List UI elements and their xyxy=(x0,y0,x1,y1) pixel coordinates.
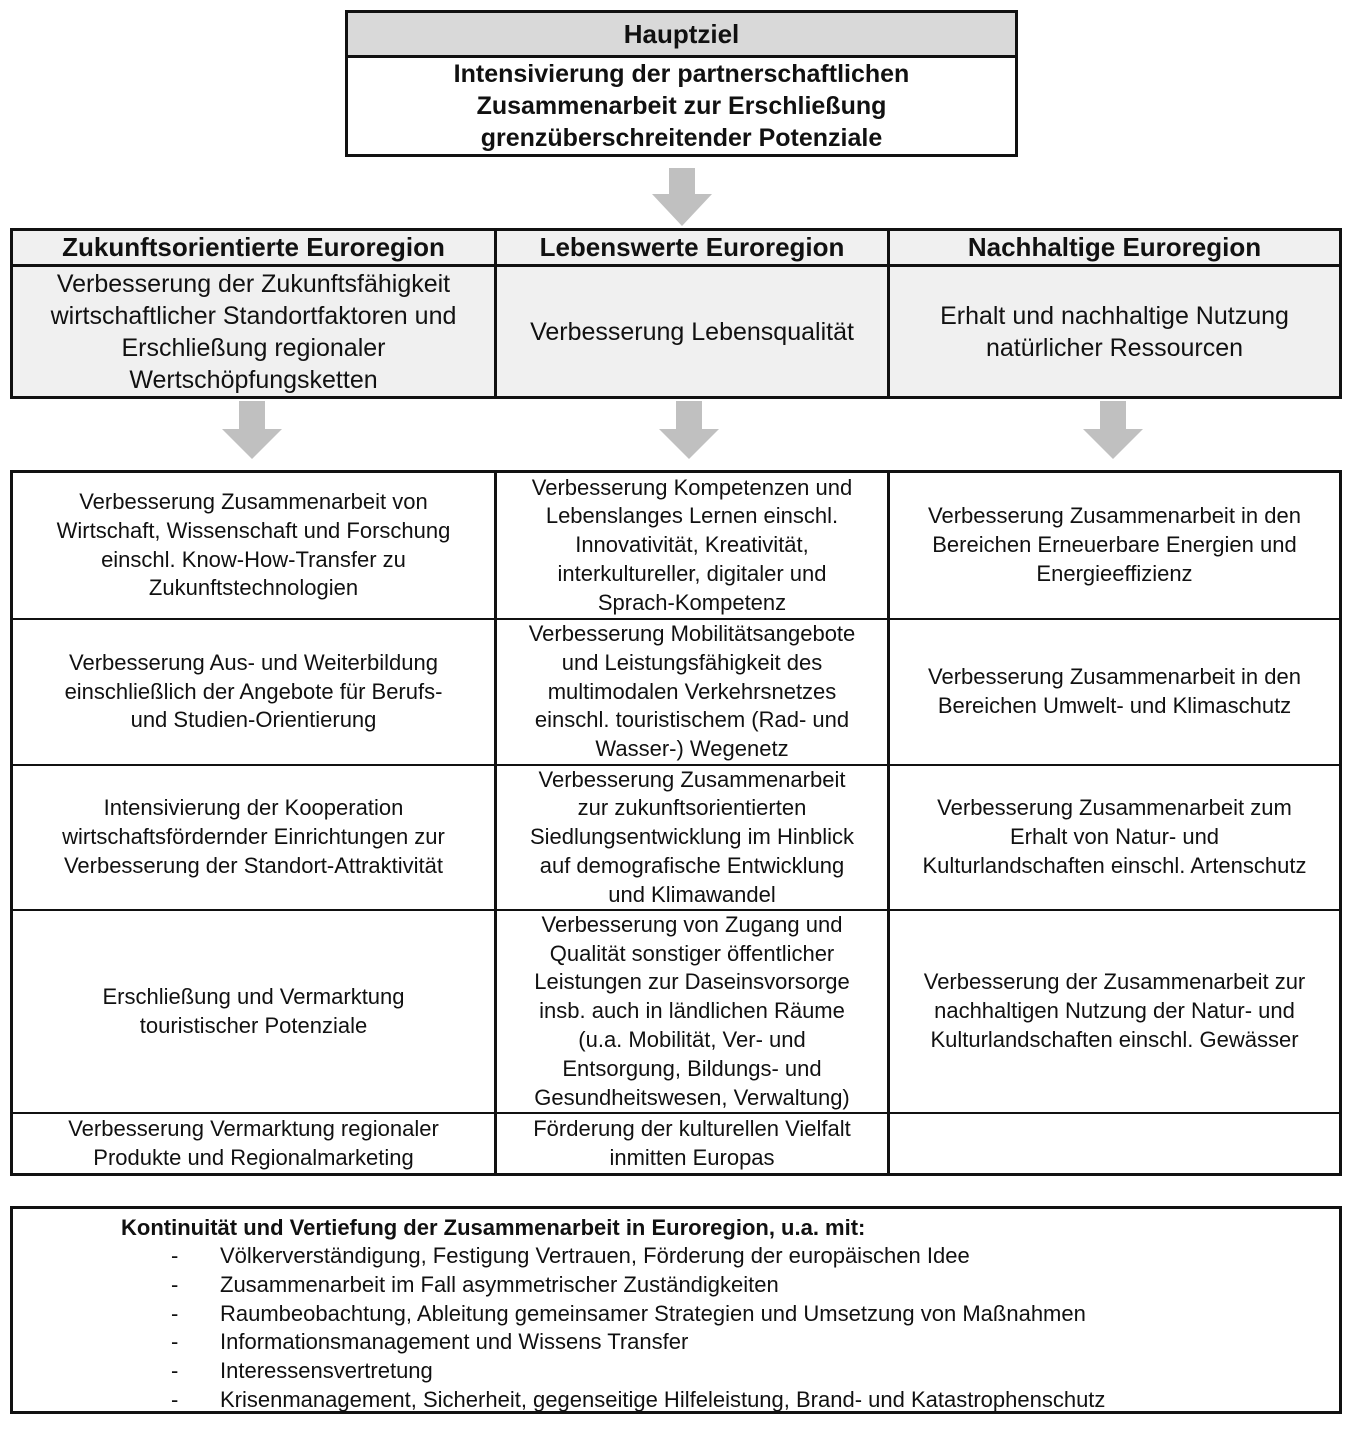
pillar-line: Erschließung regionaler xyxy=(121,333,386,362)
measure-line: Qualität sonstiger öffentlicher xyxy=(549,940,835,966)
measure-line: Bereichen Umwelt- und Klimaschutz xyxy=(937,693,1292,718)
continuity-item-text: Krisenmanagement, Sicherheit, gegenseitige Hilfeleistung, Brand- und Katastrophenschutz xyxy=(220,1387,1106,1412)
continuity-item-text: Interessensvertretung xyxy=(220,1358,433,1384)
pillars-table xyxy=(10,228,1342,399)
continuity-title: Kontinuität und Vertiefung der Zusammenarbeit in Euroregion, u.a. mit: xyxy=(121,1215,866,1240)
measure-line: und Klimawandel xyxy=(608,881,776,907)
bullet-dash: - xyxy=(171,1243,179,1268)
measure-line: Wasser-) Wegenetz xyxy=(595,736,789,762)
measure-cell xyxy=(13,911,494,1112)
measure-line: und Studien-Orientierung xyxy=(130,707,377,733)
measure-line: einschl. Know-How-Transfer zu xyxy=(101,546,406,572)
pillar-line: Erhalt und nachhaltige Nutzung xyxy=(940,301,1289,330)
main-goal-text xyxy=(348,58,1015,154)
main-goal-header: Hauptziel xyxy=(348,13,1015,58)
pillar-description xyxy=(13,267,494,396)
continuity-item-text: Raumbeobachtung, Ableitung gemeinsamer Strategien und Umsetzung von Maßnahmen xyxy=(220,1300,1086,1326)
continuity-item-text: Informationsmanagement und Wissens Transfer xyxy=(220,1329,689,1355)
pillar-line: Wertschöpfungsketten xyxy=(129,365,378,394)
pillar-line: Verbesserung der Zukunftsfähigkeit xyxy=(56,269,451,298)
main-goal-line: Intensivierung der partnerschaftlichen xyxy=(453,60,910,88)
measure-line: inmitten Europas xyxy=(609,1144,775,1170)
measure-line: und Leistungsfähigkeit des xyxy=(561,649,823,675)
pillar-title: Lebenswerte Euroregion xyxy=(497,231,887,267)
down-arrow-icon xyxy=(659,401,719,461)
measure-line: Produkte und Regionalmarketing xyxy=(93,1144,414,1170)
measure-line: Lebenslanges Lernen einschl. xyxy=(545,503,839,529)
measure-line: Energieeffizienz xyxy=(1036,560,1193,586)
measure-cell xyxy=(497,620,887,764)
measure-line: insb. auch in ländlichen Räume xyxy=(539,998,845,1024)
measure-line: Verbesserung Zusammenarbeit von xyxy=(79,488,428,514)
measure-line: Siedlungsentwicklung im Hinblick xyxy=(529,824,855,850)
measure-line: Innovativität, Kreativität, xyxy=(575,532,809,558)
measure-line: Entsorgung, Bildungs- und xyxy=(562,1055,822,1081)
measure-line: Verbesserung Aus- und Weiterbildung xyxy=(69,649,438,675)
measure-cell xyxy=(497,473,887,618)
measure-line: Erschließung und Vermarktung xyxy=(102,983,405,1009)
measure-line: Verbesserung Mobilitätsangebote xyxy=(528,621,856,646)
measure-line: Förderung der kulturellen Vielfalt xyxy=(533,1115,851,1141)
measure-line: Verbesserung Zusammenarbeit in den xyxy=(928,503,1301,529)
measure-line: Bereichen Erneuerbare Energien und xyxy=(932,532,1297,558)
bullet-dash: - xyxy=(171,1271,179,1297)
down-arrow-icon xyxy=(1083,401,1143,461)
measure-cell xyxy=(890,911,1339,1112)
continuity-item-text: Zusammenarbeit im Fall asymmetrischer Zuständigkeiten xyxy=(220,1271,779,1297)
measure-line: wirtschaftsfördernder Einrichtungen zur xyxy=(62,824,445,850)
measure-line: Verbesserung Zusammenarbeit zum xyxy=(937,795,1292,821)
pillar-title: Nachhaltige Euroregion xyxy=(890,231,1339,267)
measure-line: Verbesserung von Zugang und xyxy=(541,911,843,937)
down-arrow-icon xyxy=(222,401,282,461)
measure-line: nachhaltigen Nutzung der Natur- und xyxy=(934,998,1295,1024)
pillar-description xyxy=(497,267,887,396)
measure-line: Gesundheitswesen, Verwaltung) xyxy=(534,1084,850,1110)
bullet-dash: - xyxy=(171,1329,179,1355)
measure-line: (u.a. Mobilität, Ver- und xyxy=(578,1026,806,1052)
measure-line: Intensivierung der Kooperation xyxy=(103,795,404,821)
measure-line: touristischer Potenziale xyxy=(139,1012,368,1038)
measure-line: Kulturlandschaften einschl. Artenschutz xyxy=(922,852,1307,878)
measure-line: Verbesserung Kompetenzen und xyxy=(531,474,853,500)
measure-cell xyxy=(13,620,494,764)
measure-line: Erhalt von Natur- und xyxy=(1009,824,1220,850)
measure-cell xyxy=(497,911,887,1112)
measure-cell xyxy=(497,1114,887,1173)
down-arrow-icon xyxy=(652,168,712,228)
measure-line: interkultureller, digitaler und xyxy=(557,560,827,586)
measure-line: einschl. touristischem (Rad- und xyxy=(534,707,850,733)
pillar-title: Zukunftsorientierte Euroregion xyxy=(13,231,494,267)
measure-line: Verbesserung der Standort-Attraktivität xyxy=(63,852,444,878)
continuity-item-text: Völkerverständigung, Festigung Vertrauen, Förderung der europäischen Idee xyxy=(220,1243,970,1268)
measure-cell xyxy=(13,766,494,909)
pillar-line: Verbesserung Lebensqualität xyxy=(530,317,854,346)
continuity-box xyxy=(10,1206,1342,1414)
main-goal-line: grenzüberschreitender Potenziale xyxy=(480,124,883,152)
pillar-livable xyxy=(497,231,887,396)
pillar-description xyxy=(890,267,1339,396)
measure-cell xyxy=(890,620,1339,764)
bullet-dash: - xyxy=(171,1358,179,1384)
pillar-line: wirtschaftlicher Standortfaktoren und xyxy=(50,301,457,330)
measure-cell xyxy=(497,766,887,909)
measure-line: einschließlich der Angebote für Berufs- xyxy=(64,678,443,704)
measure-cell xyxy=(13,1114,494,1173)
measure-line: Wirtschaft, Wissenschaft und Forschung xyxy=(56,517,451,543)
measure-line: Verbesserung Vermarktung regionaler xyxy=(68,1115,439,1141)
measure-line: auf demografische Entwicklung xyxy=(539,852,845,878)
bullet-dash: - xyxy=(171,1387,179,1412)
measure-line: Zukunftstechnologien xyxy=(148,575,359,601)
pillar-future xyxy=(13,231,494,396)
measure-line: Verbesserung Zusammenarbeit in den xyxy=(928,664,1301,690)
measure-line: multimodalen Verkehrsnetzes xyxy=(547,678,837,704)
bullet-dash: - xyxy=(171,1300,179,1326)
main-goal-box xyxy=(345,10,1018,157)
measure-line: Kulturlandschaften einschl. Gewässer xyxy=(930,1026,1299,1052)
measure-line: Verbesserung Zusammenarbeit xyxy=(538,766,846,792)
measure-line: Verbesserung der Zusammenarbeit zur xyxy=(923,969,1306,995)
measure-cell xyxy=(890,473,1339,618)
measure-line: Leistungen zur Daseinsvorsorge xyxy=(534,969,850,995)
pillar-sustainable xyxy=(890,231,1339,396)
measures-table xyxy=(10,470,1342,1176)
measure-line: zur zukunftsorientierten xyxy=(577,795,807,821)
main-goal-line: Zusammenarbeit zur Erschließung xyxy=(476,92,887,120)
pillar-line: natürlicher Ressourcen xyxy=(985,333,1244,362)
measure-cell xyxy=(890,766,1339,909)
measure-cell xyxy=(13,473,494,618)
measure-line: Sprach-Kompetenz xyxy=(597,589,787,615)
measure-cell xyxy=(890,1114,1339,1173)
